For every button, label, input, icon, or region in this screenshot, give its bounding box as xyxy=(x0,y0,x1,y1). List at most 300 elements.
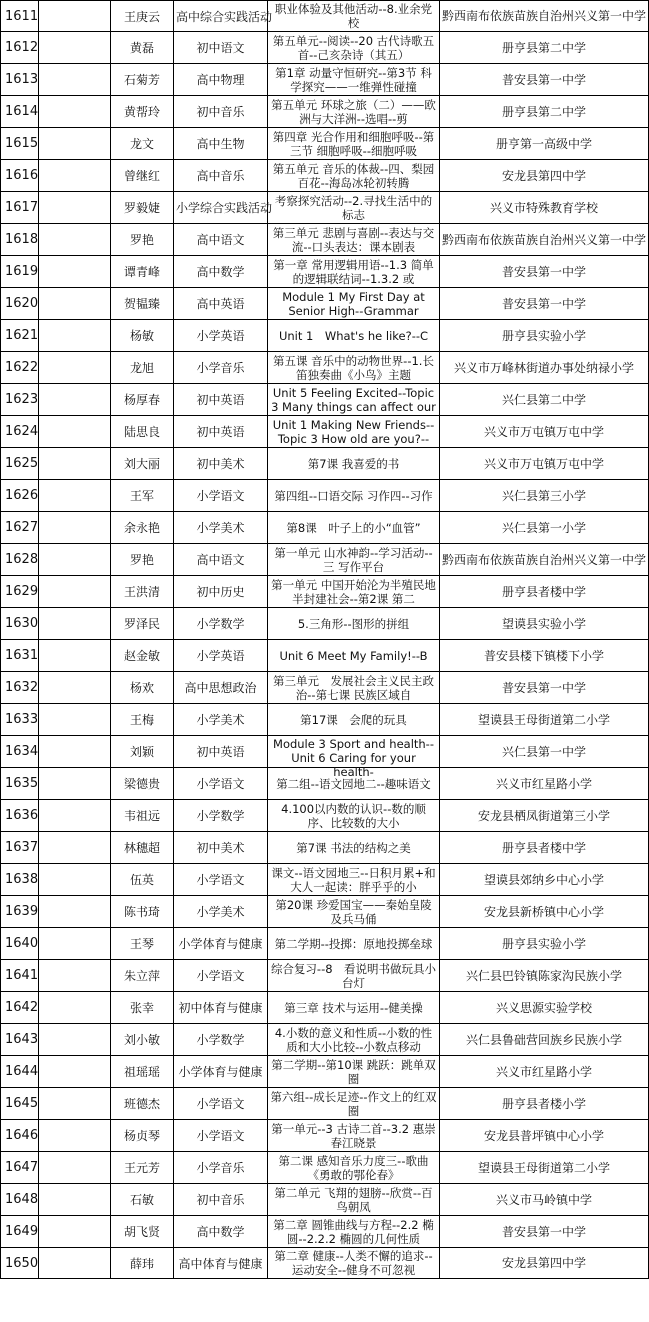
lesson-topic-cell xyxy=(268,896,440,928)
lesson-topic-cell xyxy=(268,1056,440,1088)
row-number-cell: 1617 xyxy=(1,192,39,224)
lesson-topic-cell-text: 5.三角形--图形的拼组 xyxy=(297,616,410,631)
subject-cell: 小学体育与健康 xyxy=(174,928,268,960)
school-cell xyxy=(440,512,649,544)
empty-cell xyxy=(39,1184,111,1216)
lesson-topic-cell xyxy=(268,448,440,480)
lesson-topic-cell-text: Unit 6 Meet My Family!--B xyxy=(279,648,428,663)
teacher-name-cell: 龙文 xyxy=(111,128,174,160)
table-body xyxy=(1,1,649,1279)
empty-cell xyxy=(39,128,111,160)
empty-cell xyxy=(39,1088,111,1120)
lesson-topic-cell xyxy=(268,1120,440,1152)
lesson-topic-cell-text: 第四组--口语交际 习作四--习作 xyxy=(274,488,433,503)
school-cell-text: 兴义市万屯镇万屯中学 xyxy=(483,424,604,439)
teacher-name-cell: 黄磊 xyxy=(111,32,174,64)
teacher-name-cell: 杨贞琴 xyxy=(111,1120,174,1152)
lesson-topic-cell-text: 第二章 健康--人类不懈的追求--运动安全--健身不可忽视 xyxy=(274,1249,433,1277)
empty-cell xyxy=(39,320,111,352)
lesson-topic-cell xyxy=(268,928,440,960)
lesson-topic-cell-text: 第五课 音乐中的动物世界--1.长笛独奏曲《小鸟》主题 xyxy=(273,353,434,382)
lesson-topic-cell-text: 第7课 书法的结构之美 xyxy=(296,840,411,855)
teacher-name-cell: 杨欢 xyxy=(111,672,174,704)
empty-cell xyxy=(39,576,111,608)
school-cell-text: 兴义市红星路小学 xyxy=(495,776,592,791)
table-row xyxy=(1,224,649,256)
empty-cell xyxy=(39,480,111,512)
empty-cell xyxy=(39,448,111,480)
school-cell xyxy=(440,1056,649,1088)
table-row xyxy=(1,192,649,224)
empty-cell xyxy=(39,1120,111,1152)
school-cell xyxy=(440,1024,649,1056)
subject-cell: 高中数学 xyxy=(174,256,268,288)
subject-cell: 小学音乐 xyxy=(174,352,268,384)
school-cell xyxy=(440,1,649,32)
school-cell-text: 兴义市红星路小学 xyxy=(495,1064,592,1079)
school-cell-text: 兴仁县巴铃镇陈家沟民族小学 xyxy=(465,968,622,983)
lesson-topic-cell xyxy=(268,1088,440,1120)
row-number-cell: 1644 xyxy=(1,1056,39,1088)
teacher-name-cell: 薛玮 xyxy=(111,1248,174,1279)
school-cell-text: 兴仁县鲁础营回族乡民族小学 xyxy=(465,1032,622,1047)
school-cell xyxy=(440,1184,649,1216)
teacher-name-cell: 胡飞贤 xyxy=(111,1216,174,1248)
teacher-name-cell: 石菊芳 xyxy=(111,64,174,96)
table-row xyxy=(1,32,649,64)
lesson-topic-cell-text: 第三章 技术与运用--健美操 xyxy=(284,1000,423,1015)
subject-cell: 高中语文 xyxy=(174,224,268,256)
lesson-topic-cell xyxy=(268,1024,440,1056)
row-number-cell: 1631 xyxy=(1,640,39,672)
school-cell xyxy=(440,160,649,192)
table-row xyxy=(1,512,649,544)
row-number-cell: 1637 xyxy=(1,832,39,864)
lesson-topic-cell xyxy=(268,320,440,352)
school-cell-text: 兴仁县第一小学 xyxy=(501,520,586,535)
school-cell-text: 望谟县实验小学 xyxy=(501,616,586,631)
lesson-topic-cell-text: 第1章 动量守恒研究--第3节 科学探究——一维弹性碰撞 xyxy=(275,65,432,94)
school-cell xyxy=(440,768,649,800)
empty-cell xyxy=(39,288,111,320)
school-cell xyxy=(440,736,649,768)
subject-cell: 小学语文 xyxy=(174,1088,268,1120)
school-cell xyxy=(440,1248,649,1279)
lesson-topic-cell-text: 第20课 珍爱国宝——秦始皇陵及兵马俑 xyxy=(275,897,432,926)
row-number-cell: 1641 xyxy=(1,960,39,992)
row-number-cell: 1633 xyxy=(1,704,39,736)
subject-cell: 小学美术 xyxy=(174,896,268,928)
teacher-name-cell: 龙旭 xyxy=(111,352,174,384)
teacher-name-cell: 刘小敏 xyxy=(111,1024,174,1056)
subject-cell: 小学数学 xyxy=(174,800,268,832)
empty-cell xyxy=(39,544,111,576)
subject-cell: 小学音乐 xyxy=(174,1152,268,1184)
table-row xyxy=(1,1056,649,1088)
subject-cell: 高中思想政治 xyxy=(174,672,268,704)
teacher-name-cell: 杨厚春 xyxy=(111,384,174,416)
row-number-cell: 1634 xyxy=(1,736,39,768)
empty-cell xyxy=(39,160,111,192)
row-number-cell: 1615 xyxy=(1,128,39,160)
subject-cell: 初中美术 xyxy=(174,832,268,864)
subject-cell: 小学综合实践活动 xyxy=(174,192,268,224)
subject-cell: 小学语文 xyxy=(174,864,268,896)
row-number-cell: 1635 xyxy=(1,768,39,800)
table-row xyxy=(1,128,649,160)
table-row xyxy=(1,992,649,1024)
table-row xyxy=(1,608,649,640)
subject-cell: 初中英语 xyxy=(174,736,268,768)
row-number-cell: 1646 xyxy=(1,1120,39,1152)
school-cell-text: 册亨县第二中学 xyxy=(501,40,586,55)
empty-cell xyxy=(39,1216,111,1248)
school-cell xyxy=(440,480,649,512)
table-row xyxy=(1,864,649,896)
teacher-name-cell: 王元芳 xyxy=(111,1152,174,1184)
school-cell-text: 兴义市万峰林街道办事处纳禄小学 xyxy=(453,360,634,375)
row-number-cell: 1630 xyxy=(1,608,39,640)
school-cell xyxy=(440,224,649,256)
school-cell-text: 安龙县新桥镇中心小学 xyxy=(483,904,604,919)
empty-cell xyxy=(39,768,111,800)
lesson-topic-cell xyxy=(268,384,440,416)
subject-cell: 初中英语 xyxy=(174,384,268,416)
school-cell xyxy=(440,864,649,896)
teacher-name-cell: 罗泽民 xyxy=(111,608,174,640)
empty-cell xyxy=(39,864,111,896)
lesson-topic-cell xyxy=(268,640,440,672)
school-cell-text: 安龙县普坪镇中心小学 xyxy=(483,1128,604,1143)
empty-cell xyxy=(39,352,111,384)
table-row xyxy=(1,256,649,288)
lesson-topic-cell-text: 第二学期--第10课 跳跃：跳单双圈 xyxy=(271,1057,436,1086)
school-cell xyxy=(440,704,649,736)
school-cell-text: 兴义市马岭镇中学 xyxy=(495,1192,592,1207)
table-row xyxy=(1,1184,649,1216)
table-row xyxy=(1,416,649,448)
school-cell xyxy=(440,416,649,448)
school-cell-text: 安龙县第四中学 xyxy=(501,1256,586,1270)
teacher-name-cell: 伍英 xyxy=(111,864,174,896)
row-number-cell: 1639 xyxy=(1,896,39,928)
row-number-cell: 1638 xyxy=(1,864,39,896)
school-cell xyxy=(440,1088,649,1120)
subject-cell: 高中语文 xyxy=(174,544,268,576)
lesson-topic-cell-text: 第7课 我喜爱的书 xyxy=(307,456,400,471)
teacher-name-cell: 王军 xyxy=(111,480,174,512)
lesson-topic-cell xyxy=(268,576,440,608)
school-cell xyxy=(440,1216,649,1248)
table-row xyxy=(1,480,649,512)
school-cell-text: 兴仁县第三小学 xyxy=(501,488,586,503)
lesson-topic-cell xyxy=(268,544,440,576)
school-cell-text: 兴仁县第二中学 xyxy=(501,392,586,407)
subject-cell: 初中音乐 xyxy=(174,96,268,128)
school-cell-text: 望谟县郊纳乡中心小学 xyxy=(483,872,604,887)
lesson-topic-cell xyxy=(268,1248,440,1279)
school-cell-text: 黔西南布依族苗族自治州兴义第一中学 xyxy=(442,9,647,23)
row-number-cell: 1613 xyxy=(1,64,39,96)
table-row xyxy=(1,1152,649,1184)
row-number-cell: 1616 xyxy=(1,160,39,192)
lesson-topic-cell-text: 考察探究活动--2.寻找生活中的标志 xyxy=(274,193,433,222)
lesson-topic-cell xyxy=(268,672,440,704)
table-row xyxy=(1,1024,649,1056)
empty-cell xyxy=(39,704,111,736)
teacher-name-cell: 王洪清 xyxy=(111,576,174,608)
subject-cell: 小学语文 xyxy=(174,1120,268,1152)
row-number-cell: 1611 xyxy=(1,1,39,32)
row-number-cell: 1623 xyxy=(1,384,39,416)
subject-cell: 初中美术 xyxy=(174,448,268,480)
lesson-topic-cell-text: Module 1 My First Day at Senior High--Grammar xyxy=(282,289,425,318)
school-cell-text: 册亨第一高级中学 xyxy=(495,136,592,151)
lesson-topic-cell-text: 职业体验及其他活动--8.业余党校 xyxy=(274,2,433,30)
table-row xyxy=(1,384,649,416)
teacher-name-cell: 罗毅婕 xyxy=(111,192,174,224)
empty-cell xyxy=(39,1248,111,1279)
school-cell xyxy=(440,800,649,832)
row-number-cell: 1649 xyxy=(1,1216,39,1248)
empty-cell xyxy=(39,928,111,960)
school-cell xyxy=(440,64,649,96)
lesson-topic-cell-text: 第二课 感知音乐力度三--歌曲《勇敢的鄂伦春》 xyxy=(278,1153,429,1182)
row-number-cell: 1620 xyxy=(1,288,39,320)
table-row xyxy=(1,800,649,832)
school-cell-text: 普安县第一中学 xyxy=(501,296,586,311)
lesson-topic-cell-text: 第四章 光合作用和细胞呼吸--第三节 细胞呼吸--细胞呼吸 xyxy=(272,129,435,158)
school-cell-text: 安龙县栖凤街道第三小学 xyxy=(477,808,610,823)
empty-cell xyxy=(39,1152,111,1184)
table-row xyxy=(1,896,649,928)
school-cell-text: 兴义市万屯镇万屯中学 xyxy=(483,456,604,471)
teacher-name-cell: 王庚云 xyxy=(111,1,174,32)
school-cell-text: 册亨县者楼中学 xyxy=(501,584,586,599)
table-row xyxy=(1,1088,649,1120)
lesson-topic-cell xyxy=(268,992,440,1024)
lesson-topic-cell xyxy=(268,704,440,736)
school-cell xyxy=(440,672,649,704)
school-cell xyxy=(440,256,649,288)
empty-cell xyxy=(39,256,111,288)
teacher-name-cell: 陆思良 xyxy=(111,416,174,448)
table-row xyxy=(1,960,649,992)
school-cell xyxy=(440,576,649,608)
row-number-cell: 1621 xyxy=(1,320,39,352)
row-number-cell: 1647 xyxy=(1,1152,39,1184)
school-cell-text: 黔西南布依族苗族自治州兴义第一中学 xyxy=(442,232,647,247)
table-row xyxy=(1,832,649,864)
school-cell-text: 册亨县第二中学 xyxy=(501,104,586,119)
teacher-name-cell: 韦祖远 xyxy=(111,800,174,832)
school-cell-text: 普安县第一中学 xyxy=(501,680,586,695)
school-cell-text: 望谟县王母街道第二小学 xyxy=(477,1160,610,1175)
subject-cell: 小学语文 xyxy=(174,480,268,512)
subject-cell: 小学美术 xyxy=(174,704,268,736)
table-row xyxy=(1,576,649,608)
school-cell-text: 黔西南布依族苗族自治州兴义第一中学 xyxy=(442,552,647,567)
lesson-topic-cell-text: 第二组--语文园地二--趣味语文 xyxy=(276,776,431,791)
lesson-topic-cell xyxy=(268,864,440,896)
table-row xyxy=(1,160,649,192)
school-cell xyxy=(440,1152,649,1184)
table-row xyxy=(1,448,649,480)
school-cell xyxy=(440,352,649,384)
subject-cell: 小学数学 xyxy=(174,1024,268,1056)
subject-cell: 小学体育与健康 xyxy=(174,1056,268,1088)
teacher-name-cell: 赵金敏 xyxy=(111,640,174,672)
row-number-cell: 1645 xyxy=(1,1088,39,1120)
row-number-cell: 1628 xyxy=(1,544,39,576)
lesson-topic-cell-text: 4.小数的意义和性质--小数的性质和大小比较--小数点移动 xyxy=(274,1025,433,1054)
teacher-name-cell: 杨敏 xyxy=(111,320,174,352)
school-cell-text: 望谟县王母街道第二小学 xyxy=(477,712,610,727)
empty-cell xyxy=(39,960,111,992)
table-row xyxy=(1,1216,649,1248)
teacher-name-cell: 石敏 xyxy=(111,1184,174,1216)
table-row xyxy=(1,288,649,320)
lesson-topic-cell-text: 第一单元--3 古诗二首--3.2 惠崇春江晓景 xyxy=(271,1121,436,1150)
school-cell xyxy=(440,288,649,320)
lesson-topic-cell-text: 第17课 会爬的玩具 xyxy=(300,712,407,727)
lesson-topic-cell xyxy=(268,64,440,96)
lesson-topic-cell-text: 第五单元--阅读--20 古代诗歌五首--己亥杂诗（其五） xyxy=(272,33,435,62)
lesson-topic-cell-text: Unit 1 Making New Friends--Topic 3 How old are you?-- xyxy=(272,417,435,446)
school-cell xyxy=(440,1120,649,1152)
subject-cell: 小学语文 xyxy=(174,768,268,800)
lesson-topic-cell-text: 综合复习--8 看说明书做玩具小台灯 xyxy=(270,961,437,990)
empty-cell xyxy=(39,224,111,256)
teacher-name-cell: 刘大丽 xyxy=(111,448,174,480)
row-number-cell: 1648 xyxy=(1,1184,39,1216)
school-cell xyxy=(440,128,649,160)
school-cell xyxy=(440,928,649,960)
empty-cell xyxy=(39,96,111,128)
school-cell-text: 兴义市特殊教育学校 xyxy=(489,200,598,215)
school-cell-text: 普安县第一中学 xyxy=(501,264,586,279)
empty-cell xyxy=(39,1024,111,1056)
school-cell-text: 普安县第一中学 xyxy=(501,1224,586,1239)
lesson-topic-cell-text: Module 3 Sport and health--Unit 6 Caring for your health- xyxy=(273,736,434,779)
school-cell-text: 普安县第一中学 xyxy=(501,72,586,87)
subject-cell: 高中体育与健康 xyxy=(174,1248,268,1279)
lesson-topic-cell xyxy=(268,736,440,779)
lesson-topic-cell xyxy=(268,160,440,192)
table-row xyxy=(1,1120,649,1152)
empty-cell xyxy=(39,832,111,864)
row-number-cell: 1612 xyxy=(1,32,39,64)
subject-cell: 小学英语 xyxy=(174,640,268,672)
teacher-name-cell: 王琴 xyxy=(111,928,174,960)
teacher-name-cell: 曾继红 xyxy=(111,160,174,192)
subject-cell: 高中数学 xyxy=(174,1216,268,1248)
row-number-cell: 1650 xyxy=(1,1248,39,1279)
teacher-name-cell: 祖瑶瑶 xyxy=(111,1056,174,1088)
empty-cell xyxy=(39,192,111,224)
school-cell-text: 兴仁县第一中学 xyxy=(501,744,586,759)
empty-cell xyxy=(39,608,111,640)
empty-cell xyxy=(39,512,111,544)
row-number-cell: 1642 xyxy=(1,992,39,1024)
school-cell xyxy=(440,384,649,416)
school-cell xyxy=(440,448,649,480)
table-row xyxy=(1,736,649,768)
teacher-name-cell: 王梅 xyxy=(111,704,174,736)
subject-cell: 小学美术 xyxy=(174,512,268,544)
lesson-topic-cell-text: 第五单元 环球之旅（二）——欧洲与大洋洲--选唱--剪 xyxy=(271,97,436,126)
lesson-topic-cell xyxy=(268,1184,440,1216)
lesson-topic-cell xyxy=(268,192,440,224)
teacher-name-cell: 黄帮玲 xyxy=(111,96,174,128)
lesson-topic-cell-text: 第二学期--投掷：原地投掷垒球 xyxy=(274,936,433,951)
school-cell xyxy=(440,960,649,992)
school-cell-text: 册亨县实验小学 xyxy=(501,936,586,951)
lesson-topic-cell-text: 第一单元 中国开始沦为半殖民地半封建社会--第2课 第二 xyxy=(271,577,436,606)
subject-cell: 高中音乐 xyxy=(174,160,268,192)
subject-cell: 小学数学 xyxy=(174,608,268,640)
empty-cell xyxy=(39,992,111,1024)
subject-cell: 小学语文 xyxy=(174,960,268,992)
teacher-name-cell: 梁德贵 xyxy=(111,768,174,800)
teacher-name-cell: 班德杰 xyxy=(111,1088,174,1120)
school-cell xyxy=(440,608,649,640)
empty-cell xyxy=(39,672,111,704)
subject-cell: 高中英语 xyxy=(174,288,268,320)
school-cell-text: 册亨县实验小学 xyxy=(501,328,586,343)
lesson-topic-cell xyxy=(268,224,440,256)
subject-cell: 初中体育与健康 xyxy=(174,992,268,1024)
subject-cell: 初中英语 xyxy=(174,416,268,448)
teacher-name-cell: 刘颖 xyxy=(111,736,174,768)
lesson-topic-cell xyxy=(268,32,440,64)
table-row xyxy=(1,640,649,672)
table-row xyxy=(1,768,649,800)
teacher-name-cell: 余永艳 xyxy=(111,512,174,544)
lesson-topic-cell xyxy=(268,960,440,992)
row-number-cell: 1636 xyxy=(1,800,39,832)
school-cell xyxy=(440,992,649,1024)
subject-cell: 初中音乐 xyxy=(174,1184,268,1216)
table-row xyxy=(1,544,649,576)
empty-cell xyxy=(39,736,111,768)
school-cell xyxy=(440,192,649,224)
row-number-cell: 1624 xyxy=(1,416,39,448)
empty-cell xyxy=(39,640,111,672)
row-number-cell: 1643 xyxy=(1,1024,39,1056)
table-row xyxy=(1,96,649,128)
empty-cell xyxy=(39,800,111,832)
empty-cell xyxy=(39,64,111,96)
lesson-topic-cell-text: 第五单元 音乐的体裁--四、梨园百花--海岛冰轮初转腾 xyxy=(272,161,435,190)
lesson-topic-cell-text: 课文--语文园地三--日积月累+和大人一起读：胖乎乎的小 xyxy=(271,865,436,894)
subject-cell: 高中物理 xyxy=(174,64,268,96)
row-number-cell: 1626 xyxy=(1,480,39,512)
subject-cell: 初中历史 xyxy=(174,576,268,608)
lesson-topic-cell xyxy=(268,416,440,448)
lesson-topic-cell-text: 第二单元 飞翔的翅膀--欣赏--百鸟朝凤 xyxy=(274,1185,433,1214)
teacher-name-cell: 罗艳 xyxy=(111,544,174,576)
lesson-topic-cell xyxy=(268,288,440,320)
row-number-cell: 1640 xyxy=(1,928,39,960)
table-row xyxy=(1,64,649,96)
subject-cell: 高中综合实践活动 xyxy=(174,1,268,32)
lesson-topic-cell-text: 第三单元 悲剧与喜剧--表达与交流--口头表达：课本剧表 xyxy=(272,225,435,254)
lesson-topic-cell xyxy=(268,832,440,864)
lesson-topic-cell-text: 第8课 叶子上的小“血管” xyxy=(286,520,421,535)
school-cell xyxy=(440,544,649,576)
teacher-name-cell: 林穗超 xyxy=(111,832,174,864)
